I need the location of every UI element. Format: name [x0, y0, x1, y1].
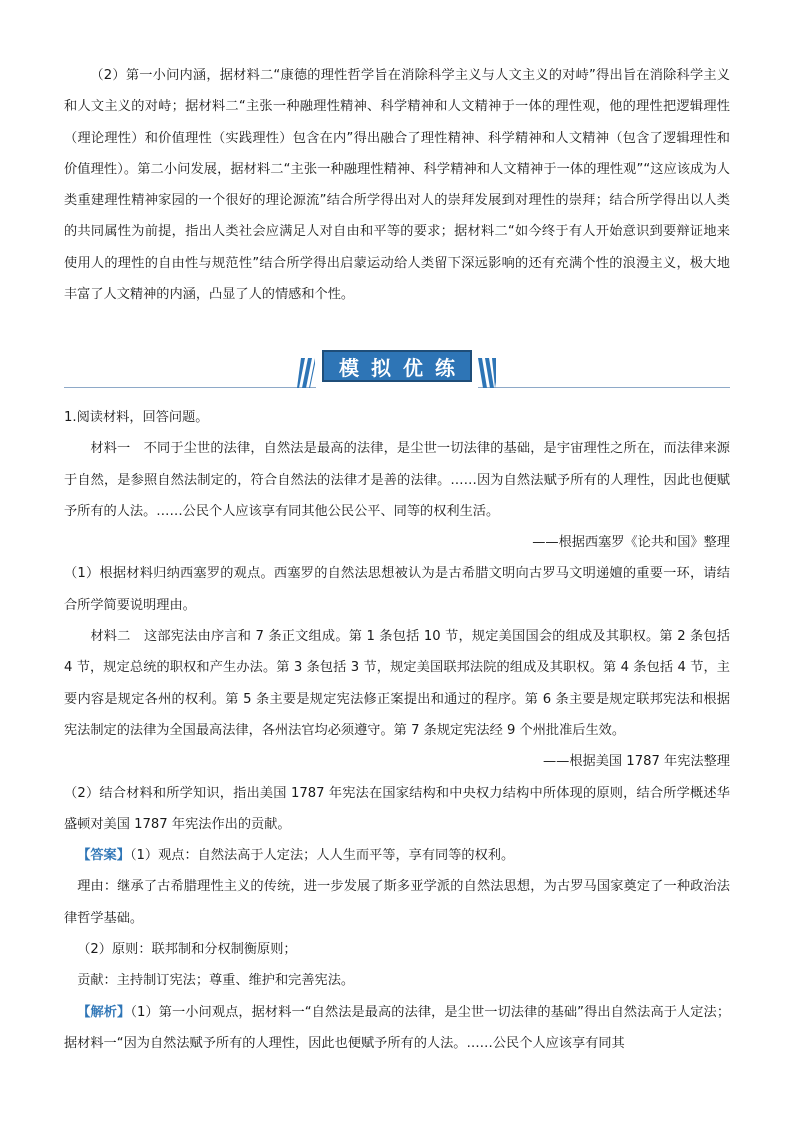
paragraph-analysis-2: （2）第一小问内涵，据材料二“康德的理性哲学旨在消除科学主义与人文主义的对峙”得出旨在消除科学主义和人文主义的对峙；据材料二“主张一种融理性精神、科学精神和人文精神于一体的理性观，他的理性把逻辑理性（理论理性）和价值理性（实践理性）包含在内”得出融合了理性精神、科学精神和人文精神（包含了逻辑理性和价值理性）。第二小问发展，据材料二“主张一种融理性精神、科学精神和人文精神于一体的理性观”“这应该成为人类重建理性精神家园的一个很好的理论源流”结合所学得出对人的崇拜发展到对理性的崇拜；结合所学得出以人类的共同属性为前提，指出人类社会应满足人对自由和平等的要求；据材料二“如今终于有人开始意识到要辩证地来使用人的理性的自由性与规范性”结合所学得出启蒙运动给人类留下深远影响的还有充满个性的浪漫主义，极大地丰富了人文精神的内涵，凸显了人的情感和个性。: [64, 68, 730, 303]
question-two: （2）结合材料和所学知识，指出美国 1787 年宪法在国家结构和中央权力结构中所体现的原则，结合所学概述华盛顿对美国 1787 年宪法作出的贡献。: [64, 785, 730, 832]
answer-reason: 理由：继承了古希腊理性主义的传统，进一步发展了斯多亚学派的自然法思想，为古罗马国家奠定了一种政治法律哲学基础。: [64, 879, 730, 926]
banner-title: 模拟优练: [339, 355, 467, 380]
material-one: 材料一 不同于尘世的法律，自然法是最高的法律，是尘世一切法律的基础，是宇宙理性之所在，而法律来源于自然，是参照自然法制定的，符合自然法的法律才是善的法律。……因为自然法赋予所有的人理性，因此也便赋予所有的人法。……公民个人应该享有同其他公民公平、同等的权利生活。: [64, 441, 730, 519]
answer-contribution: 贡献：主持制订宪法；尊重、维护和完善宪法。: [77, 973, 355, 989]
answer-two: （2）原则：联邦制和分权制衡原则；: [77, 942, 297, 958]
answer-one: （1）观点：自然法高于人定法；人人生而平等，享有同等的权利。: [129, 848, 515, 864]
question-block: [64, 402, 730, 1059]
banner-box: [316, 344, 478, 388]
answer-line-1: [64, 840, 730, 871]
banner-inner: [322, 350, 472, 382]
question-stem: 1.阅读材料，回答问题。: [64, 410, 209, 425]
question-one: （1）根据材料归纳西塞罗的观点。西塞罗的自然法思想被认为是古希腊文明向古罗马文明递嬗的重要一环，请结合所学简要说明理由。: [64, 566, 730, 613]
source-two: ——根据美国 1787 年宪法整理: [542, 754, 730, 770]
banner-stripes-left-icon: [297, 358, 315, 388]
analysis-paragraph: [64, 997, 730, 1060]
answer-tag: 【答案】: [77, 848, 130, 864]
analysis-text: （1）第一小问观点，据材料一“自然法是最高的法律，是尘世一切法律的基础”得出自然法高于人定法；据材料一“因为自然法赋予所有的人理性，因此也便赋予所有的人法。……公民个人应该享有同其: [64, 1004, 731, 1051]
material-two: 材料二 这部宪法由序言和 7 条正文组成。第 1 条包括 10 节，规定美国国会的组成及其职权。第 2 条包括 4 节，规定总统的职权和产生办法。第 3 条包括 3 节，规定美国联邦法院的组成及其职权。第 4 条包括 4 节，主要内容是规定各州的权利。第 5 条主要是规定宪法修正案提出和通过的程序。第 6 条主要是规定联邦宪法和根据宪法制定的法律为全国最高法律，各州法官均必须遵守。第 7 条规定宪法经 9 个州批准后生效。: [64, 629, 730, 738]
banner-stripes-right-icon: [478, 358, 496, 388]
section-banner: [64, 344, 730, 394]
source-one: ——根据西塞罗《论共和国》整理: [532, 535, 730, 551]
analysis-continuation: [64, 60, 730, 310]
analysis-tag: 【解析】: [77, 1004, 131, 1020]
